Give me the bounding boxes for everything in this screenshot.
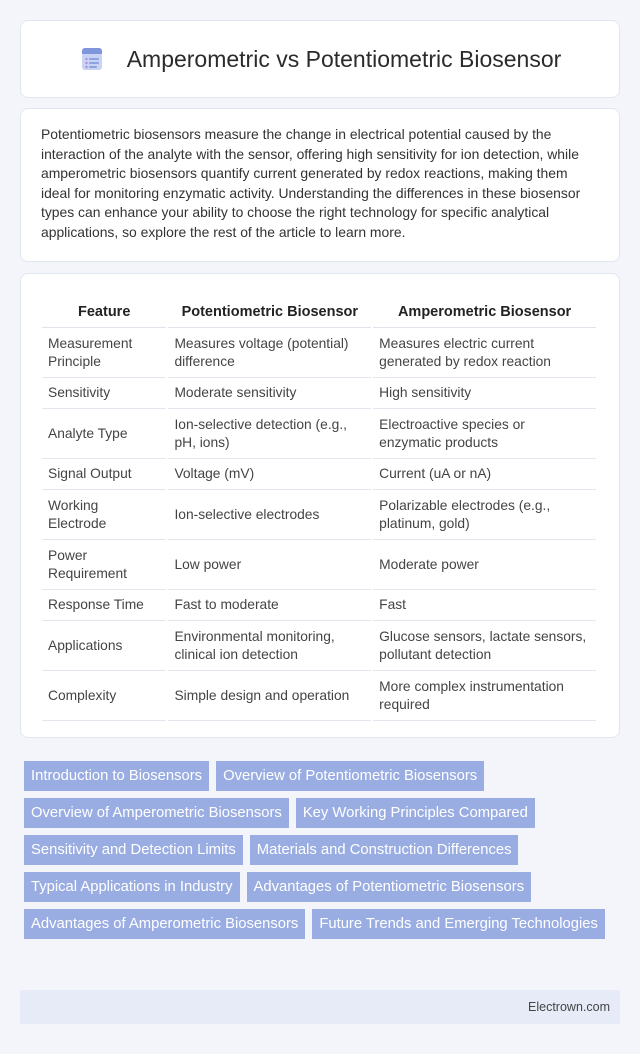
tag-introduction[interactable]: Introduction to Biosensors — [24, 761, 209, 791]
intro-card — [20, 108, 620, 262]
table-cell-amperometric: Fast — [373, 590, 596, 621]
tag-overview-amperometric[interactable]: Overview of Amperometric Biosensors — [24, 798, 289, 828]
tag-future-trends[interactable]: Future Trends and Emerging Technologies — [312, 909, 605, 939]
header-card — [20, 20, 620, 98]
table-cell-potentiometric: Moderate sensitivity — [168, 378, 371, 409]
tag-materials[interactable]: Materials and Construction Differences — [250, 835, 519, 865]
table-cell-potentiometric: Fast to moderate — [168, 590, 371, 621]
table-row — [42, 490, 596, 540]
table-cell-feature: Complexity — [42, 671, 166, 721]
tag-sensitivity[interactable]: Sensitivity and Detection Limits — [24, 835, 243, 865]
table-cell-feature: Applications — [42, 621, 166, 671]
table-cell-amperometric: Electroactive species or enzymatic products — [373, 409, 596, 459]
table-cell-potentiometric: Low power — [168, 540, 371, 590]
tag-advantages-amperometric[interactable]: Advantages of Amperometric Biosensors — [24, 909, 305, 939]
table-cell-feature: Analyte Type — [42, 409, 166, 459]
table-cell-feature: Response Time — [42, 590, 166, 621]
table-row — [42, 378, 596, 409]
tag-working-principles[interactable]: Key Working Principles Compared — [296, 798, 535, 828]
table-cell-amperometric: More complex instrumentation required — [373, 671, 596, 721]
table-cell-amperometric: Glucose sensors, lactate sensors, pollutant detection — [373, 621, 596, 671]
title-wrap — [79, 46, 562, 73]
table-cell-amperometric: High sensitivity — [373, 378, 596, 409]
table-row — [42, 409, 596, 459]
table-row — [42, 621, 596, 671]
table-row — [42, 590, 596, 621]
table-cell-potentiometric: Voltage (mV) — [168, 459, 371, 490]
table-cell-potentiometric: Simple design and operation — [168, 671, 371, 721]
table-cell-amperometric: Measures electric current generated by redox reaction — [373, 328, 596, 378]
table-cell-amperometric: Polarizable electrodes (e.g., platinum, gold) — [373, 490, 596, 540]
intro-paragraph: Potentiometric biosensors measure the change in electrical potential caused by the interaction of the analyte with the sensor, offering high sensitivity for ion detection, while amperometric biosensors quantify current generated by redox reactions, making them ideal for monitoring enzymatic activity. Understanding the differences in these biosensor types can enhance your ability to choose the right technology for specific analytical applications, so explore the rest of the article to learn more. — [41, 126, 581, 240]
comparison-table — [40, 296, 598, 721]
page-title: Amperometric vs Potentiometric Biosensor — [126, 45, 562, 72]
document-icon — [79, 46, 105, 72]
table-cell-feature: Working Electrode — [42, 490, 166, 540]
header-potentiometric: Potentiometric Biosensor — [168, 296, 371, 328]
tag-overview-potentiometric[interactable]: Overview of Potentiometric Biosensors — [216, 761, 484, 791]
table-header-row — [42, 296, 596, 328]
table-row — [42, 540, 596, 590]
table-cell-potentiometric: Ion-selective electrodes — [168, 490, 371, 540]
header-feature: Feature — [42, 296, 166, 328]
table-cell-feature: Power Requirement — [42, 540, 166, 590]
table-row — [42, 459, 596, 490]
table-cell-feature: Signal Output — [42, 459, 166, 490]
table-cell-potentiometric: Measures voltage (potential) difference — [168, 328, 371, 378]
tag-applications[interactable]: Typical Applications in Industry — [24, 872, 240, 902]
table-row — [42, 328, 596, 378]
header-amperometric: Amperometric Biosensor — [373, 296, 596, 328]
table-cell-amperometric: Moderate power — [373, 540, 596, 590]
comparison-table-card — [20, 273, 620, 738]
table-cell-amperometric: Current (uA or nA) — [373, 459, 596, 490]
table-cell-potentiometric: Ion-selective detection (e.g., pH, ions) — [168, 409, 371, 459]
footer-site-name: Electrown.com — [528, 1000, 610, 1014]
table-row — [42, 671, 596, 721]
table-cell-feature: Measurement Principle — [42, 328, 166, 378]
table-cell-feature: Sensitivity — [42, 378, 166, 409]
topic-tags — [24, 761, 614, 939]
tag-advantages-potentiometric[interactable]: Advantages of Potentiometric Biosensors — [247, 872, 532, 902]
table-cell-potentiometric: Environmental monitoring, clinical ion detection — [168, 621, 371, 671]
footer — [20, 990, 620, 1024]
